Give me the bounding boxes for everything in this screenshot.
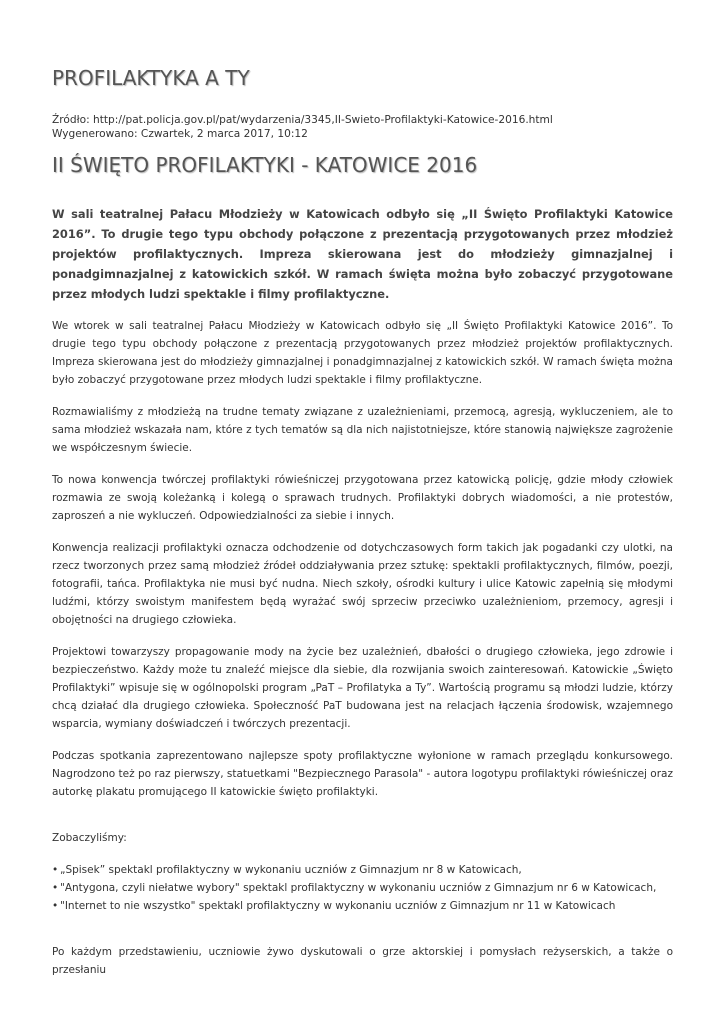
paragraph: Konwencja realizacji profilaktyki oznacza odchodzenie od dotychczasowych form takich jak pogadanki czy ulotki, na rzecz tworzonych przez samą młodzież źródeł oddziaływania przez sztukę: spektakli profilaktycznych, filmów, poezji, fotografii, tańca. Profilaktyka nie musi być nudna. Niech szkoły, ośrodki kultury i ulice Katowic zapełnią się młodymi ludźmi, którzy swoistym manifestem będą wyrażać swój sprzeciw przeciwko uzależnieniom, przemocy, agresji i obojętności na drugiego człowieka. bbox=[52, 542, 673, 626]
seen-list bbox=[52, 861, 673, 915]
list-item-text: „Spisek” spektakl profilaktyczny w wykonaniu uczniów z Gimnazjum nr 8 w Katowicach, bbox=[60, 864, 522, 876]
site-title: PROFILAKTYKA A TY bbox=[52, 66, 250, 90]
source-line: Źródło: http://pat.policja.gov.pl/pat/wydarzenia/3345,II-Swieto-Profilaktyki-Katowice-2016.html bbox=[52, 114, 553, 126]
paragraph: To nowa konwencja twórczej profilaktyki rówieśniczej przygotowana przez katowicką policję, gdzie młody człowiek rozmawia ze swoją koleżanką i kolegą o sprawach trudnych. Profilaktyki dobrych wiadomości, a nie protestów, zaproszeń a nie wykluczeń. Odpowiedzialności za siebie i innych. bbox=[52, 474, 673, 522]
list-item bbox=[52, 897, 673, 915]
article-title: II ŚWIĘTO PROFILAKTYKI - KATOWICE 2016 bbox=[52, 153, 478, 177]
paragraph: Rozmawialiśmy z młodzieżą na trudne tematy związane z uzależnieniami, przemocą, agresją, wykluczeniem, ale to sama młodzież wskazała nam, które z tych tematów są dla nich najistotniejsze, które stanowią największe zagrożenie we współczesnym świecie. bbox=[52, 406, 673, 454]
document-meta bbox=[52, 113, 553, 141]
closing-paragraph: Po każdym przedstawieniu, uczniowie żywo dyskutowali o grze aktorskiej i pomysłach reżyserskich, a także o przesłaniu bbox=[52, 946, 673, 976]
list-item-text: "Internet to nie wszystko" spektakl profilaktyczny w wykonaniu uczniów z Gimnazjum nr 11 w Katowicach bbox=[60, 900, 616, 912]
article-lead: W sali teatralnej Pałacu Młodzieży w Katowicach odbyło się „II Święto Profilaktyki Katowice 2016”. To drugie tego typu obchody połączone z prezentacją przygotowanych przez młodzież projektów profilaktycznych. Impreza skierowana jest do młodzieży gimnazjalnej i ponadgimnazjalnej z katowickich szkół. W ramach święta można było zobaczyć przygotowane przez młodych ludzi spektakle i filmy profilaktyczne. bbox=[52, 207, 673, 301]
generated-line: Wygenerowano: Czwartek, 2 marca 2017, 10:12 bbox=[52, 128, 308, 140]
paragraph: Podczas spotkania zaprezentowano najlepsze spoty profilaktyczne wyłonione w ramach przeglądu konkursowego. Nagrodzono też po raz pierwszy, statuetkami "Bezpiecznego Parasola" - autora logotypu profilaktyki rówieśniczej oraz autorkę plakatu promującego II katowickie święto profilaktyki. bbox=[52, 750, 673, 798]
list-item-text: "Antygona, czyli niełatwe wybory" spektakl profilaktyczny w wykonaniu uczniów z Gimnazjum nr 6 w Katowicach, bbox=[60, 882, 657, 894]
bullet-icon: • bbox=[52, 882, 59, 894]
paragraph: We wtorek w sali teatralnej Pałacu Młodzieży w Katowicach odbyło się „II Święto Profilaktyki Katowice 2016”. To drugie tego typu obchody połączone z prezentacją przygotowanych przez młodzież projektów profilaktycznych. Impreza skierowana jest do młodzieży gimnazjalnej i ponadgimnazjalnej z katowickich szkół. W ramach święta można było zobaczyć przygotowane przez młodych ludzi spektakle i filmy profilaktyczne. bbox=[52, 320, 673, 386]
paragraph: Projektowi towarzyszy propagowanie mody na życie bez uzależnień, dbałości o drugiego człowieka, jego zdrowie i bezpieczeństwo. Każdy może tu znaleźć miejsce dla siebie, dla rozwijania swoich zainteresowań. Katowickie „Święto Profilaktyki” wpisuje się w ogólnopolski program „PaT – Profilatyka a Ty”. Wartością programu są młodzi ludzie, którzy chcą działać dla drugiego człowieka. Społeczność PaT budowana jest na relacjach łączenia środowisk, wzajemnego wsparcia, wymiany doświadczeń i twórczych prezentacji. bbox=[52, 646, 673, 730]
bullet-icon: • bbox=[52, 900, 59, 912]
bullet-icon: • bbox=[52, 864, 59, 876]
seen-heading: Zobaczyliśmy: bbox=[52, 832, 127, 844]
list-item bbox=[52, 861, 673, 879]
list-item bbox=[52, 879, 673, 897]
article-body bbox=[52, 317, 673, 993]
